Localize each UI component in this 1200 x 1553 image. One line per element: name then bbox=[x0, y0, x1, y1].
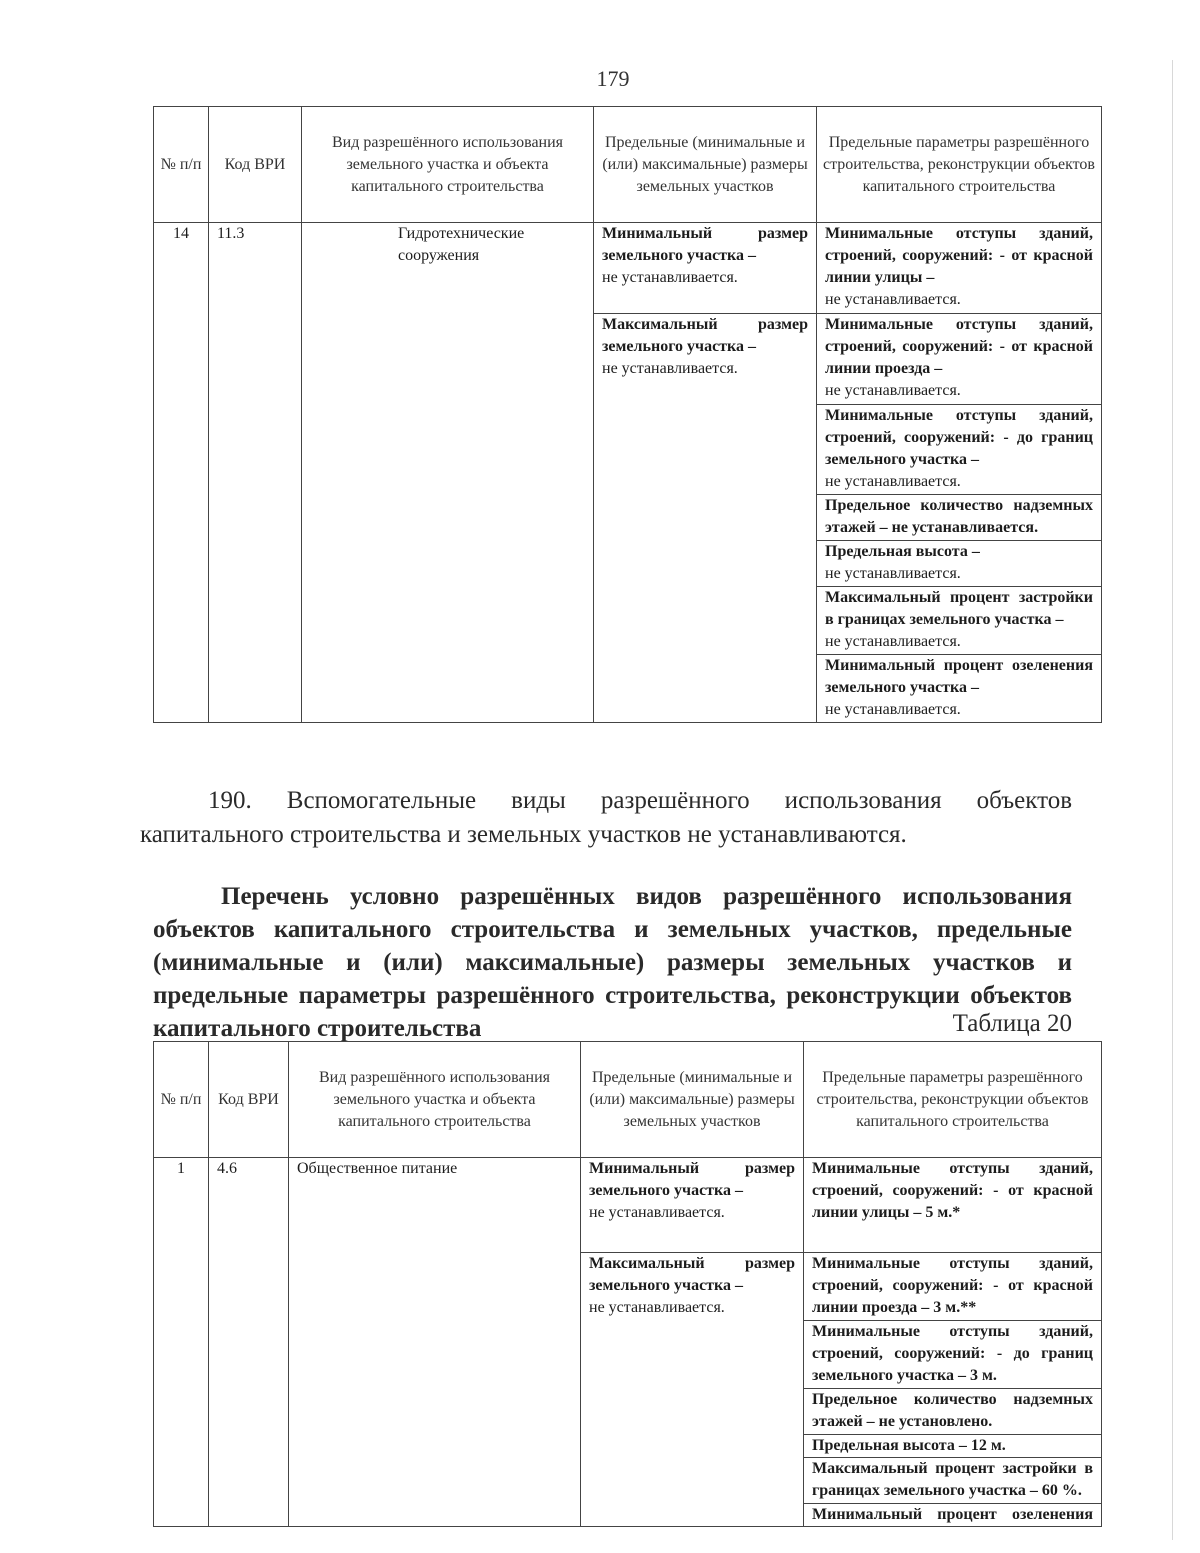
header-code: Код ВРИ bbox=[209, 107, 302, 223]
param-cell: Минимальные отступы зданий, строений, сооружений: - от красной линии проезда – 3 м.** bbox=[804, 1253, 1102, 1321]
param-cell: Минимальные отступы зданий, строений, сооружений: - от красной линии улицы – 5 м.* bbox=[804, 1158, 1102, 1253]
section-heading: Перечень условно разрешённых видов разрешённого использования объектов капитального строительства и земельных участков, предельные (минимальные и (или) максимальные) размеры земельных участков и предельные параметры разрешённого строительства, реконструкции объектов капитального строительства bbox=[153, 883, 1072, 1042]
min-size-value: не устанавливается. bbox=[589, 1204, 725, 1221]
header-no: № п/п bbox=[154, 107, 209, 223]
param-cell: Предельная высота – не устанавливается. bbox=[817, 541, 1102, 587]
param-cell: Минимальный процент озеленения земельного участка – не устанавливается. bbox=[817, 655, 1102, 723]
param-cell: Предельная высота – 12 м. bbox=[804, 1435, 1102, 1458]
header-no: № п/п bbox=[154, 1042, 209, 1158]
row-kind: Общественное питание bbox=[289, 1158, 581, 1527]
min-size-title: Минимальный размер земельного участка – bbox=[602, 225, 808, 264]
min-size-cell bbox=[594, 223, 817, 314]
param-cell: Максимальный процент застройки в границах земельного участка – 60 %. bbox=[804, 1458, 1102, 1504]
permitted-use-table bbox=[153, 106, 1102, 723]
table-row bbox=[154, 1158, 1102, 1253]
param-cell: Предельное количество надземных этажей – не устанавливается. bbox=[817, 495, 1102, 541]
max-size-cell bbox=[581, 1253, 804, 1527]
row-code: 11.3 bbox=[209, 223, 302, 723]
header-params: Предельные параметры разрешённого строительства, реконструкции объектов капитального строительства bbox=[817, 107, 1102, 223]
row-number: 1 bbox=[154, 1158, 209, 1527]
param-cell: Минимальные отступы зданий, строений, сооружений: - до границ земельного участка – не устанавливается. bbox=[817, 405, 1102, 495]
param-cell: Минимальные отступы зданий, строений, сооружений: - от красной линии улицы – не устанавливается. bbox=[817, 223, 1102, 314]
row-kind: Гидротехнические сооружения bbox=[302, 223, 594, 723]
param-cell: Минимальный процент озеленения bbox=[804, 1504, 1102, 1527]
max-size-title: Максимальный размер земельного участка – bbox=[602, 316, 808, 355]
header-sizes: Предельные (минимальные и (или) максимальные) размеры земельных участков bbox=[594, 107, 817, 223]
table-header-row bbox=[154, 1042, 1102, 1158]
table-row bbox=[154, 223, 1102, 314]
conditional-use-table bbox=[153, 1041, 1102, 1527]
param-cell: Предельное количество надземных этажей – не установлено. bbox=[804, 1389, 1102, 1435]
max-size-title: Максимальный размер земельного участка – bbox=[589, 1255, 795, 1294]
scan-edge-line bbox=[1172, 60, 1173, 1540]
max-size-value: не устанавливается. bbox=[589, 1299, 725, 1316]
header-kind: Вид разрешённого использования земельного участка и объекта капитального строительства bbox=[289, 1042, 581, 1158]
paragraph-190: 190. Вспомогательные виды разрешённого использования объектов капитального строительства и земельных участков не устанавливаются. bbox=[140, 787, 1072, 848]
param-cell: Максимальный процент застройки в границах земельного участка – не устанавливается. bbox=[817, 587, 1102, 655]
min-size-title: Минимальный размер земельного участка – bbox=[589, 1160, 795, 1199]
max-size-cell bbox=[594, 314, 817, 723]
row-code: 4.6 bbox=[209, 1158, 289, 1527]
table-header-row bbox=[154, 107, 1102, 223]
header-kind: Вид разрешённого использования земельного участка и объекта капитального строительства bbox=[302, 107, 594, 223]
param-cell: Минимальные отступы зданий, строений, сооружений: - до границ земельного участка – 3 м. bbox=[804, 1321, 1102, 1389]
row-number: 14 bbox=[154, 223, 209, 723]
param-cell: Минимальные отступы зданий, строений, сооружений: - от красной линии проезда – не устанавливается. bbox=[817, 314, 1102, 405]
header-params: Предельные параметры разрешённого строительства, реконструкции объектов капитального строительства bbox=[804, 1042, 1102, 1158]
page-number: 179 bbox=[596, 66, 630, 91]
max-size-value: не устанавливается. bbox=[602, 360, 738, 377]
header-sizes: Предельные (минимальные и (или) максимальные) размеры земельных участков bbox=[581, 1042, 804, 1158]
table-label: Таблица 20 bbox=[952, 1010, 1072, 1037]
min-size-cell bbox=[581, 1158, 804, 1253]
header-code: Код ВРИ bbox=[209, 1042, 289, 1158]
min-size-value: не устанавливается. bbox=[602, 269, 738, 286]
